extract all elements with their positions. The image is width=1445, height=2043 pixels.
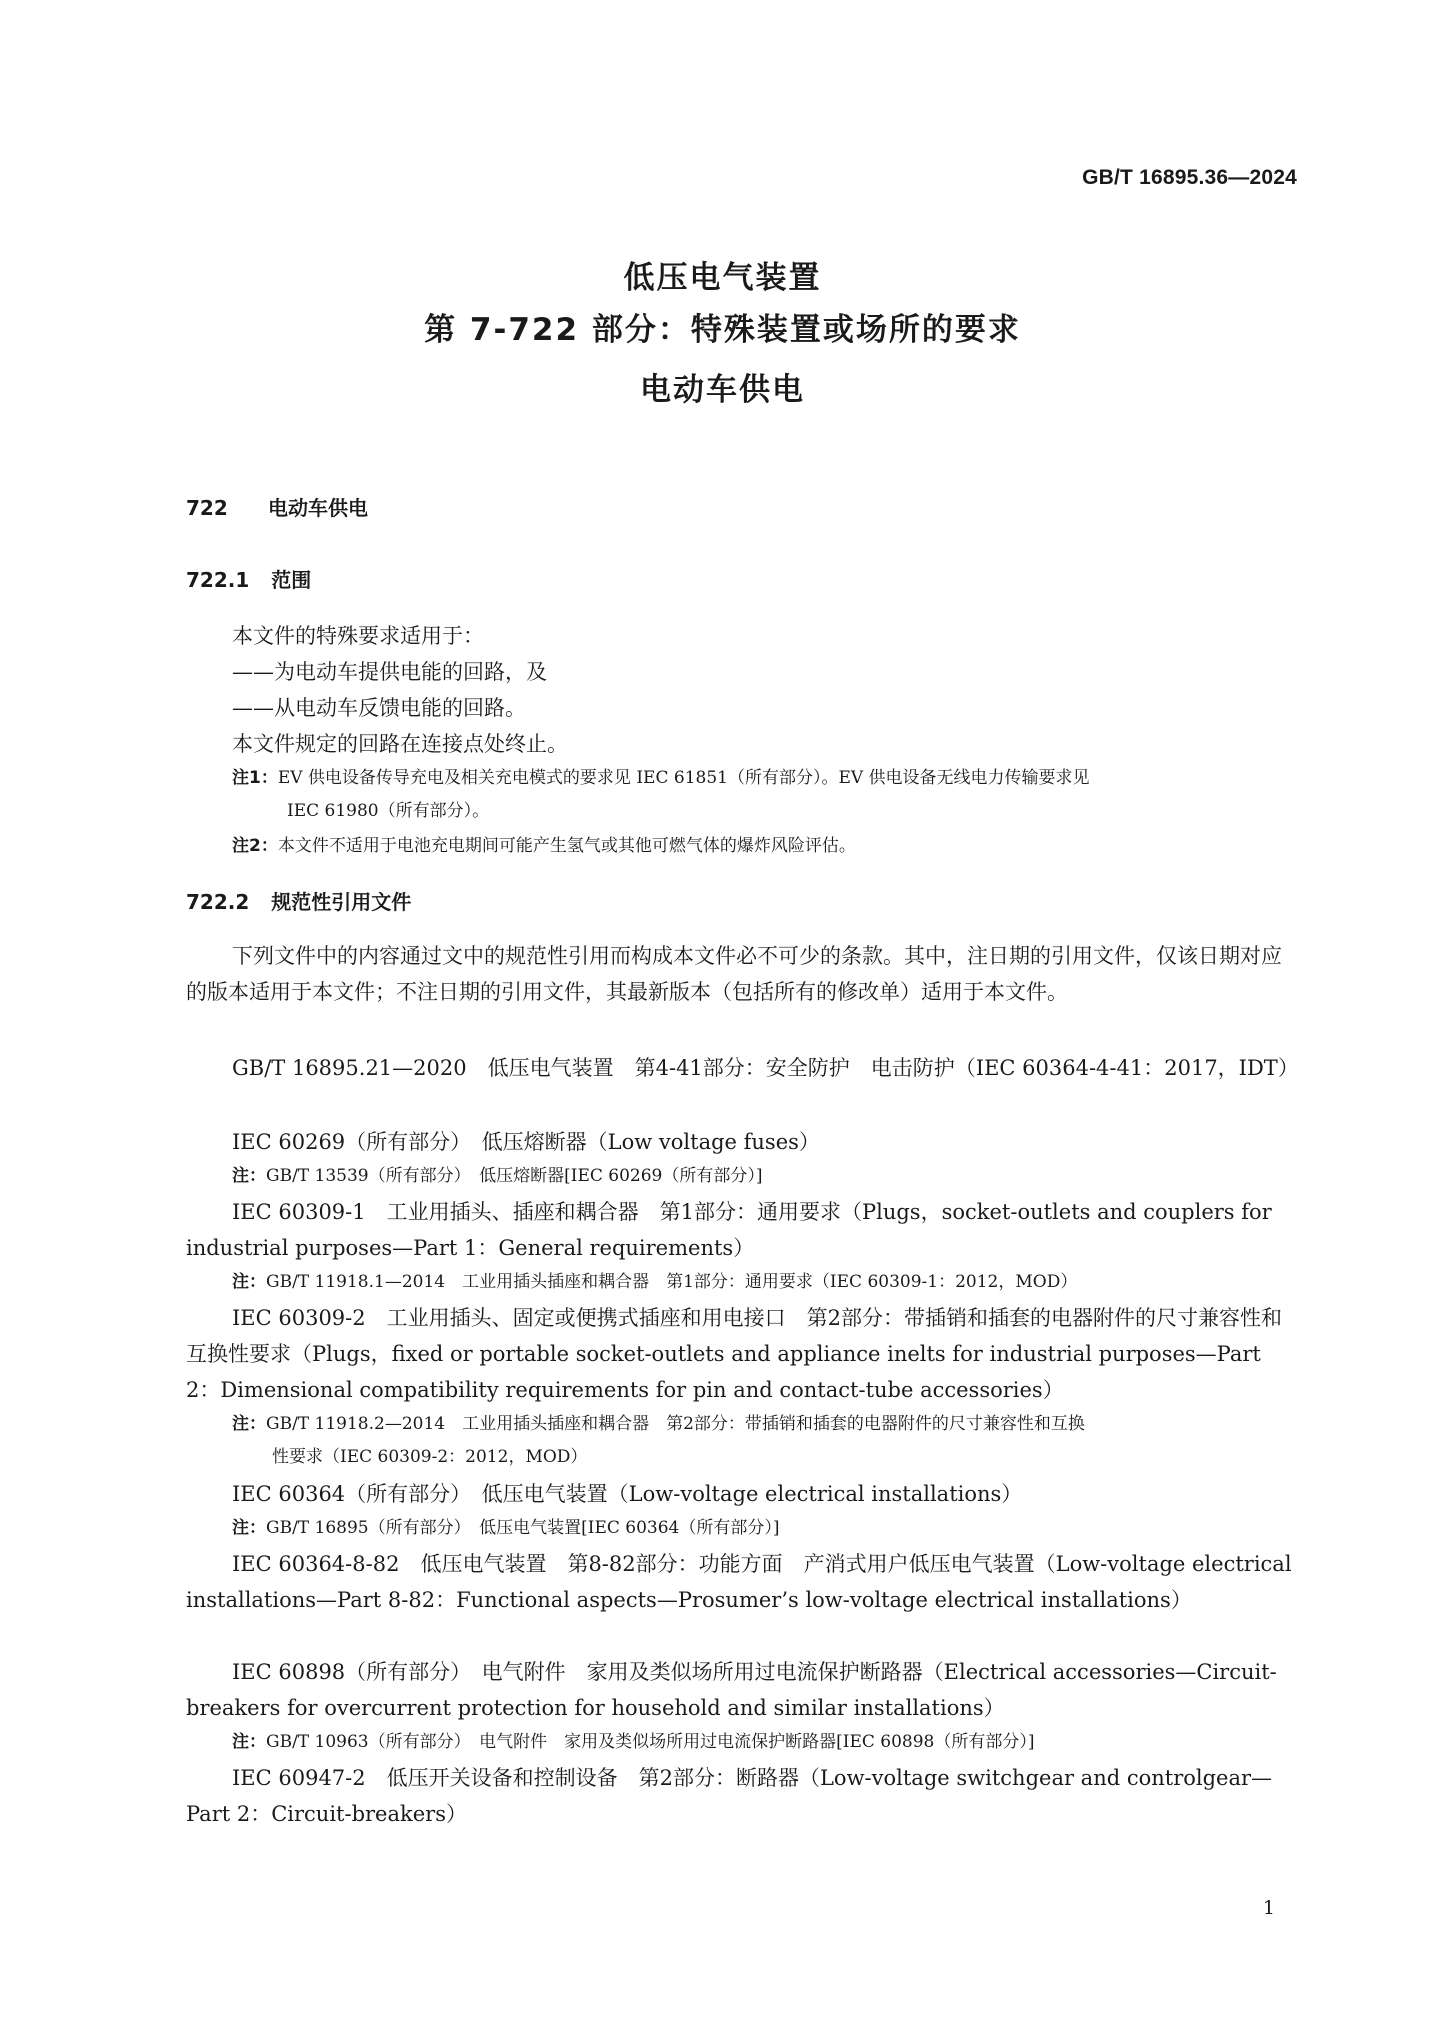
section-heading-722-2: [186, 886, 411, 915]
note-reference-iec60309-2: [232, 1408, 1302, 1474]
title-line-2: 第 7-722 部分：特殊装置或场所的要求: [424, 312, 1021, 348]
note-text: GB/T 13539（所有部分） 低压熔断器[IEC 60269（所有部分）]: [266, 1166, 763, 1186]
note-text: GB/T 16895（所有部分） 低压电气装置[IEC 60364（所有部分）]: [266, 1518, 780, 1538]
reference-iec60269: IEC 60269（所有部分） 低压熔断器（Low voltage fuses）: [232, 1130, 820, 1154]
section-label: 范围: [271, 568, 312, 592]
note-reference-iec60364: [232, 1512, 1302, 1545]
scope-intro: 本文件的特殊要求适用于：: [232, 624, 484, 648]
note-label: 注2：: [232, 836, 278, 856]
note-label: 注：: [232, 1518, 266, 1538]
section-label: 规范性引用文件: [271, 890, 412, 914]
page-number: 1: [1262, 1897, 1275, 1919]
note-reference-iec60898: [232, 1726, 1302, 1759]
note-label: 注：: [232, 1166, 266, 1186]
note-label: 注1：: [232, 768, 278, 788]
note-text: EV 供电设备传导充电及相关充电模式的要求见 IEC 61851（所有部分）。EV 供电设备无线电力传输要求见: [277, 768, 1090, 788]
reference-iec60364-8-82: IEC 60364-8-82 低压电气装置 第8-82部分：功能方面 产消式用户低压电气装置（Low-voltage electrical installations—Part 8-82：Functional aspects—Prosumer’s low-voltage electrical installations）: [186, 1552, 1292, 1612]
note-text-continued: 性要求（IEC 60309-2：2012，MOD）: [272, 1447, 588, 1467]
section-number: 722.1: [186, 568, 250, 592]
note-reference-iec60309-1: [232, 1266, 1302, 1299]
reference-iec60309-2: IEC 60309-2 工业用插头、固定或便携式插座和用电接口 第2部分：带插销和插套的电器附件的尺寸兼容性和互换性要求（Plugs，fixed or portable socket-outlets and appliance inelts for industrial purposes—Part 2：Dimensional compatibility requirements for pin and contact-tube accessories）: [186, 1306, 1282, 1402]
scope-item-2: ——从电动车反馈电能的回路。: [232, 696, 526, 720]
section-heading-722: [186, 492, 368, 521]
section-number: 722: [186, 496, 228, 520]
section-label: 电动车供电: [268, 496, 368, 520]
note-label: 注：: [232, 1414, 266, 1434]
note-text: 本文件不适用于电池充电期间可能产生氢气或其他可燃气体的爆炸风险评估。: [277, 836, 856, 856]
note-label: 注：: [232, 1732, 266, 1752]
section-number: 722.2: [186, 890, 250, 914]
note-text-continued: IEC 61980（所有部分）。: [287, 801, 490, 821]
reference-iec60364: IEC 60364（所有部分） 低压电气装置（Low-voltage electrical installations）: [232, 1482, 1023, 1506]
reference-iec60309-1: IEC 60309-1 工业用插头、插座和耦合器 第1部分：通用要求（Plugs，socket-outlets and couplers for industrial purposes—Part 1：General requirements）: [186, 1200, 1272, 1260]
reference-iec60947-2: IEC 60947-2 低压开关设备和控制设备 第2部分：断路器（Low-voltage switchgear and controlgear—Part 2：Circuit-breakers）: [186, 1766, 1273, 1826]
note-text: GB/T 11918.2—2014 工业用插头插座和耦合器 第2部分：带插销和插套的电器附件的尺寸兼容性和互换: [266, 1414, 1085, 1434]
reference-gbt16895-21: GB/T 16895.21—2020 低压电气装置 第4-41部分：安全防护 电击防护（IEC 60364-4-41：2017，IDT）: [232, 1056, 1299, 1080]
note-reference-iec60269: [232, 1160, 1302, 1193]
scope-closing: 本文件规定的回路在连接点处终止。: [232, 732, 568, 756]
note-text: GB/T 11918.1—2014 工业用插头插座和耦合器 第1部分：通用要求（IEC 60309-1：2012，MOD）: [266, 1272, 1078, 1292]
scope-item-1: ——为电动车提供电能的回路，及: [232, 660, 547, 684]
title-line-3: 电动车供电: [640, 372, 805, 408]
note-2: [232, 830, 1302, 863]
standard-code: GB/T 16895.36—2024: [1082, 166, 1297, 189]
note-text: GB/T 10963（所有部分） 电气附件 家用及类似场所用过电流保护断路器[IEC 60898（所有部分）]: [266, 1732, 1035, 1752]
reference-iec60898: IEC 60898（所有部分） 电气附件 家用及类似场所用过电流保护断路器（Electrical accessories—Circuit-breakers for overcurrent protection for household and similar installations）: [186, 1660, 1277, 1720]
section-heading-722-1: [186, 564, 311, 593]
note-label: 注：: [232, 1272, 266, 1292]
normative-intro: 下列文件中的内容通过文中的规范性引用而构成本文件必不可少的条款。其中，注日期的引用文件，仅该日期对应的版本适用于本文件；不注日期的引用文件，其最新版本（包括所有的修改单）适用于本文件。: [186, 944, 1282, 1004]
title-line-1: 低压电气装置: [623, 260, 822, 296]
note-1: [232, 762, 1302, 828]
